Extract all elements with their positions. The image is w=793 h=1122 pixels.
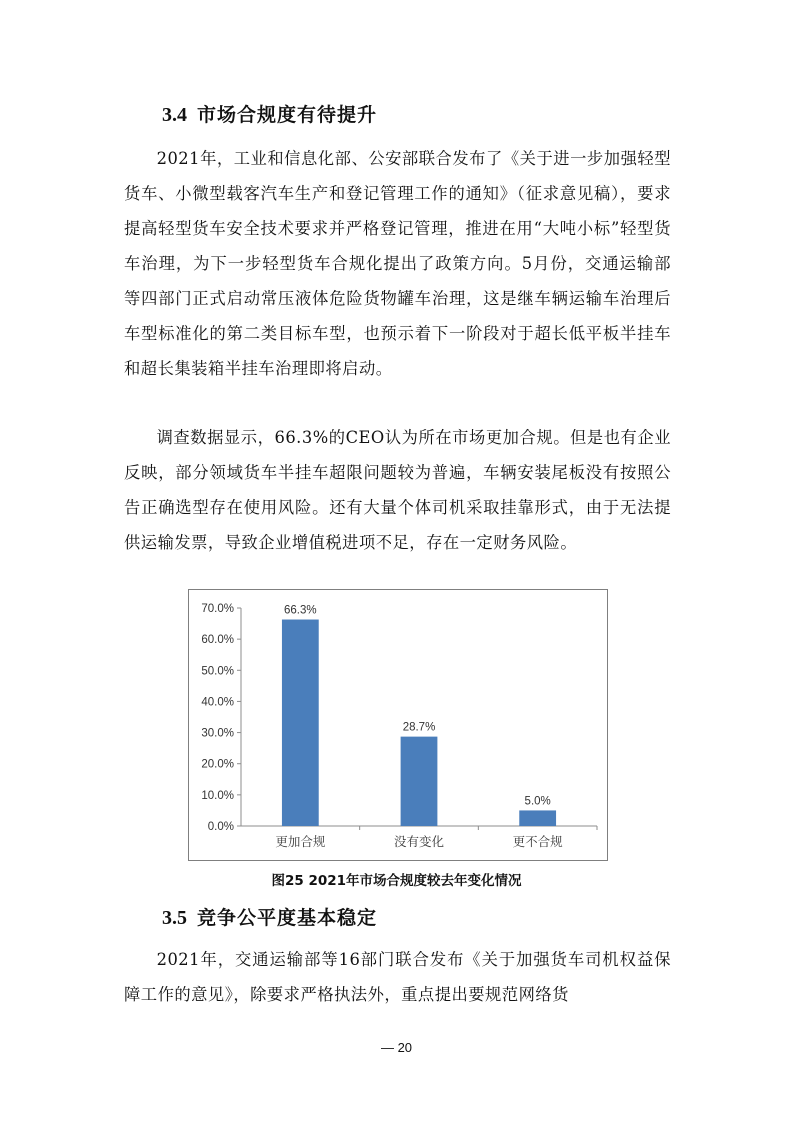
section-heading-3-4 [162, 100, 377, 127]
y-tick-label: 60.0% [201, 634, 234, 647]
section-title: 市场合规度有待提升 [197, 104, 378, 126]
bar-value-label: 66.3% [284, 604, 317, 617]
bar-value-label: 28.7% [402, 721, 436, 734]
figure-caption: 图25 2021年市场合规度较去年变化情况 [271, 873, 522, 889]
paragraph-survey: 调查数据显示，66.3%的CEO认为所在市场更加合规。但是也有企业反映，部分领域货车半挂车超限问题较为普遍，车辆安装尾板没有按照公告正确选型存在使用风险。还有大量个体司机采取挂靠形式，由于无法提供运输发票，导致企业增值税进项不足，存在一定财务风险。 [124, 428, 671, 552]
bar-value-label: 5.0% [524, 795, 551, 808]
x-category-label: 更加合规 [275, 834, 326, 849]
paragraph-driver-rights: 2021年，交通运输部等16部门联合发布《关于加强货车司机权益保障工作的意见》，除要求严格执法外，重点提出要规范网络货 [124, 950, 671, 1004]
bar [282, 620, 319, 826]
page-number: — 20 [380, 1040, 413, 1055]
paragraph-regulation: 2021年，工业和信息化部、公安部联合发布了《关于进一步加强轻型货车、小微型载客汽车生产和登记管理工作的通知》（征求意见稿），要求提高轻型货车安全技术要求并严格登记管理，推进在用“大吨小标”轻型货车治理，为下一步轻型货车合规化提出了政策方向。5月份，交通运输部等四部门正式启动常压液体危险货物罐车治理，这是继车辆运输车治理后车型标准化的第二类目标车型，也预示着下一阶段对于超长低平板半挂车和超长集装箱半挂车治理即将启动。 [124, 149, 671, 378]
y-tick-label: 50.0% [201, 665, 234, 678]
section-heading-3-5 [162, 903, 377, 930]
section-number: 3.4 [162, 104, 187, 126]
bar [519, 810, 556, 826]
section-title: 竞争公平度基本稳定 [197, 907, 378, 929]
x-category-label: 更不合规 [512, 834, 563, 849]
compliance-bar-chart [188, 589, 608, 861]
y-tick-label: 40.0% [201, 696, 234, 709]
chart-canvas [189, 590, 607, 860]
y-tick-label: 10.0% [201, 789, 234, 802]
section-number: 3.5 [162, 907, 187, 929]
bar [401, 737, 438, 826]
y-tick-label: 30.0% [201, 727, 234, 740]
x-category-label: 没有变化 [393, 834, 445, 849]
y-tick-label: 20.0% [201, 758, 234, 771]
y-tick-label: 0.0% [207, 821, 234, 833]
y-tick-label: 70.0% [201, 603, 234, 615]
